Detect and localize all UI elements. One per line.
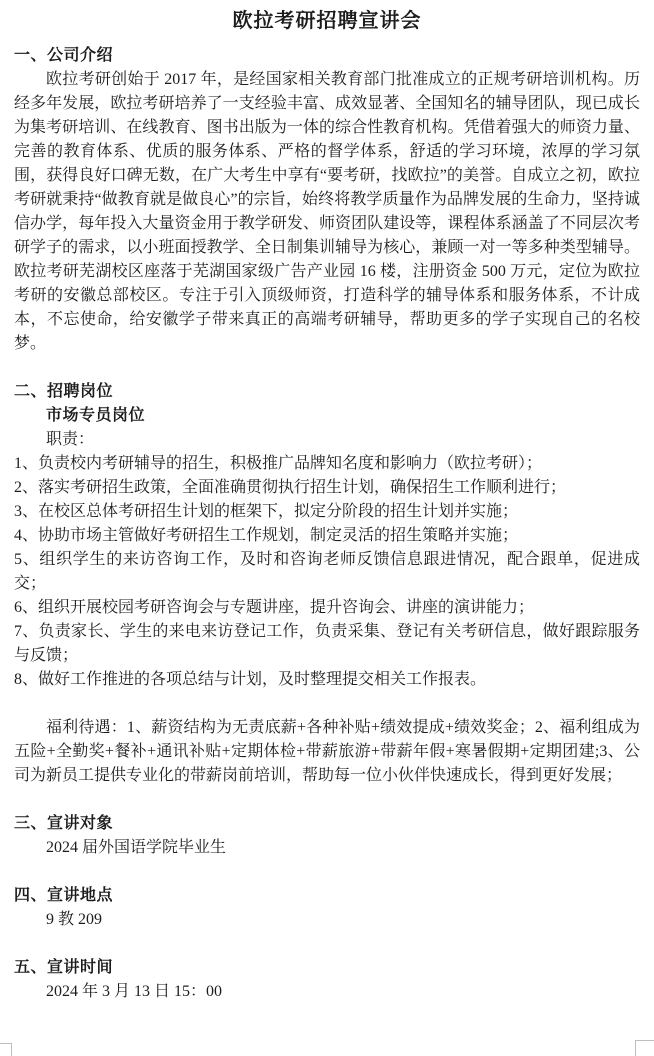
section-location xyxy=(14,884,640,932)
section-heading-audience: 三、宣讲对象 xyxy=(14,815,114,832)
duties-label: 职责： xyxy=(46,431,95,448)
page-margin-corner-mark-bottom-left xyxy=(0,1043,12,1056)
duty-item: 4、协助市场主管做好考研招生工作规划，制定灵活的招生策略并实施； xyxy=(14,527,519,544)
section-audience xyxy=(14,812,640,860)
audience-content: 2024 届外国语学院毕业生 xyxy=(46,839,227,856)
section-recruit-positions xyxy=(14,380,640,788)
duty-item: 7、负责家长、学生的来电来访登记工作，负责采集、登记有关考研信息，做好跟踪服务与反馈； xyxy=(14,623,640,664)
location-content: 9 教 209 xyxy=(46,911,103,928)
section-heading-recruit-positions: 二、招聘岗位 xyxy=(14,383,114,400)
duty-item: 2、落实考研招生政策，全面准确贯彻执行招生计划，确保招生工作顺利进行； xyxy=(14,479,567,496)
company-intro-paragraph: 欧拉考研创始于 2017 年，是经国家相关教育部门批准成立的正规考研培训机构。历经多年发展，欧拉考研培养了一支经验丰富、成效显著、全国知名的辅导团队，现已成长为集考研培训、在线教育、图书出版为一体的综合性教育机构。凭借着强大的师资力量、完善的教育体系、优质的服务体系、严格的督学体系，舒适的学习环境，浓厚的学习氛围，获得良好口碑无数，在广大考生中享有“要考研，找欧拉”的美誉。自成立之初，欧拉考研就秉持“做教育就是做良心”的宗旨，始终将教学质量作为品牌发展的生命力，坚持诚信办学，每年投入大量资金用于教学研发、师资团队建设等，课程体系涵盖了不同层次考研学子的需求，以小班面授教学、全日制集训辅导为核心，兼顾一对一等多种类型辅导。欧拉考研芜湖校区座落于芜湖国家级广告产业园 16 楼，注册资金 500 万元，定位为欧拉考研的安徽总部校区。专注于引入顶级师资，打造科学的辅导体系和服务体系，不计成本，不忘使命，给安徽学子带来真正的高端考研辅导，帮助更多的学子实现自己的名校梦。 xyxy=(14,71,640,352)
page-title: 欧拉考研招聘宣讲会 xyxy=(232,10,422,32)
section-heading-location: 四、宣讲地点 xyxy=(14,887,114,904)
position-title: 市场专员岗位 xyxy=(46,407,146,424)
section-heading-time: 五、宣讲时间 xyxy=(14,959,114,976)
section-heading-company-intro: 一、公司介绍 xyxy=(14,47,114,64)
duty-item: 1、负责校内考研辅导的招生，积极推广品牌知名度和影响力（欧拉考研）； xyxy=(14,455,543,472)
duty-item: 3、在校区总体考研招生计划的框架下，拟定分阶段的招生计划并实施； xyxy=(14,503,519,520)
benefits-paragraph: 福利待遇：1、薪资结构为无责底薪+各种补贴+绩效提成+绩效奖金；2、福利组成为五险+全勤奖+餐补+通讯补贴+定期体检+带薪旅游+带薪年假+寒暑假期+定期团建;3、公司为新员工提供专业化的带薪岗前培训，帮助每一位小伙伴快速成长，得到更好发展； xyxy=(14,719,640,784)
duty-item: 6、组织开展校园考研咨询会与专题讲座，提升咨询会、讲座的演讲能力； xyxy=(14,599,535,616)
page-margin-corner-mark-bottom-right xyxy=(635,1040,654,1056)
section-company-intro xyxy=(14,44,640,356)
duty-item: 8、做好工作推进的各项总结与计划，及时整理提交相关工作报表。 xyxy=(14,671,487,688)
section-time xyxy=(14,956,640,1004)
duty-item: 5、组织学生的来访咨询工作，及时和咨询老师反馈信息跟进情况，配合跟单，促进成交； xyxy=(14,551,640,592)
time-content: 2024 年 3 月 13 日 15：00 xyxy=(46,983,223,1000)
